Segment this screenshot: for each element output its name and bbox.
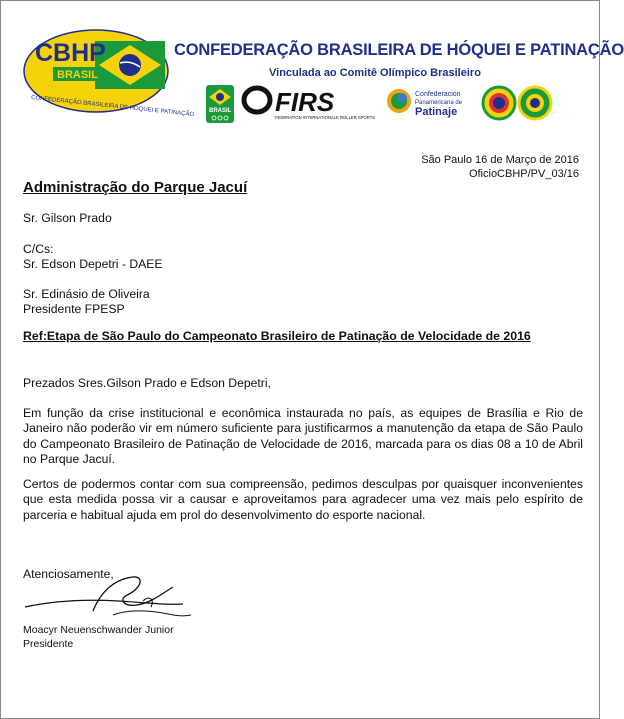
firs-logo-sub: FEDERATION INTERNATIONALE ROLLER SPORTS <box>275 115 376 120</box>
cob-logo-label: BRASIL <box>209 108 232 114</box>
signer-title: Presidente <box>23 638 74 650</box>
body-paragraph-2: Certos de podermos contar com sua compreensão, pedimos desculpas por quaisquer inconvenientes que esta medida possa vir a causar e aproveitamos para agradecer uma vez mais pelo espírito de parceria e habitual ajuda em prol do desenvolvimento do esporte nacional. <box>23 477 583 522</box>
signer-name: Moacyr Neuenschwander Junior <box>23 624 174 636</box>
cbhp-logo-sub: BRASIL <box>57 69 98 81</box>
pan-line2: Panamericana de <box>415 100 463 106</box>
letter-date: São Paulo 16 de Março de 2016 <box>421 154 579 166</box>
letter-ref-code: OficioCBHP/PV_03/16 <box>468 168 579 180</box>
firs-logo <box>241 85 381 121</box>
body-paragraph-1: Em função da crise institucional e econômica instaurada no país, as equipes de Brasília e Rio de Janeiro não poderão vir em número suficiente para justificarmos a manutenção da etapa de São Paulo do Campeonato Brasileiro de Patinação de Velocidade de 2016, marcada para os dias 08 a 10 de Abril no Parque Jacuí. <box>23 406 583 467</box>
pan-line1: Confederación <box>415 91 461 98</box>
cob-logo <box>204 83 236 125</box>
letter-subject: Ref:Etapa de São Paulo do Campeonato Brasileiro de Patinação de Velocidade de 2016 <box>23 329 531 343</box>
seal-logo-1 <box>481 85 517 121</box>
cc-label: C/Cs: <box>23 242 54 256</box>
closing: Atenciosamente, <box>23 567 114 581</box>
cbhp-logo-ring-text: CONFEDERAÇÃO BRASILEIRA DE HÓQUEI E PATINAÇÃO <box>30 95 195 119</box>
cc-recipient-2-name: Sr. Edinásio de Oliveira <box>23 287 150 301</box>
firs-logo-label: FIRS <box>275 87 335 117</box>
letter-heading: Administração do Parque Jacuí <box>23 179 248 196</box>
cc-recipient-2-title: Presidente FPESP <box>23 302 125 316</box>
cbhp-logo <box>21 27 195 119</box>
letter-date-block <box>421 153 579 181</box>
cc-recipient-1: Sr. Edson Depetri - DAEE <box>23 257 163 271</box>
addressee: Sr. Gilson Prado <box>23 211 112 225</box>
cbhp-logo-title: CBHP <box>35 39 106 67</box>
seal-logo-2 <box>517 85 553 121</box>
panamericana-logo <box>386 85 476 119</box>
handwritten-signature <box>23 571 203 625</box>
greeting: Prezados Sres.Gilson Prado e Edson Depetri, <box>23 376 271 390</box>
org-subtitle: Vinculada ao Comitê Olímpico Brasileiro <box>269 67 481 79</box>
signature-block <box>23 623 174 651</box>
pan-line3: Patinaje <box>415 106 458 118</box>
org-name: CONFEDERAÇÃO BRASILEIRA DE HÓQUEI E PATINAÇÃO <box>174 41 624 59</box>
